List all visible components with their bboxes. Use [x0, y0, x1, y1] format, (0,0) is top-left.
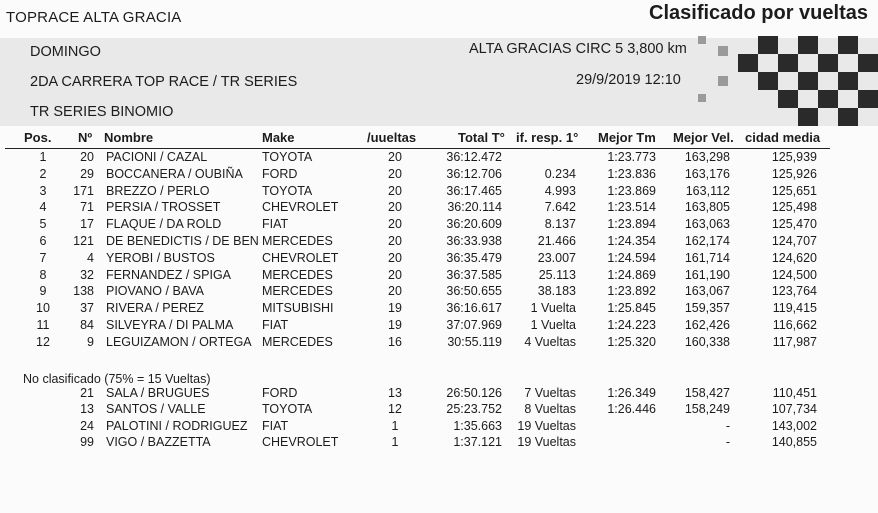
cell-pos: 5	[39, 217, 47, 232]
cell-avg: 125,470	[771, 217, 817, 232]
cell-laps: 20	[388, 234, 402, 248]
cell-num: 37	[80, 301, 94, 316]
cell-num: 84	[80, 318, 94, 332]
cell-num: 71	[80, 200, 94, 215]
cell-total: 36:50.655	[446, 284, 502, 299]
cell-total: 36:37.585	[446, 267, 502, 282]
cell-total: 25:23.752	[446, 402, 502, 417]
cell-name: BREZZO / PERLO	[106, 183, 210, 198]
table-row	[0, 318, 878, 335]
cell-total: 36:20.114	[447, 200, 502, 215]
cell-laps: 20	[388, 284, 402, 299]
cell-best: 1:23.773	[607, 150, 656, 164]
cell-diff: 38.183	[537, 284, 576, 299]
table-row	[0, 251, 878, 268]
cell-name: FLAQUE / DA ROLD	[106, 217, 222, 232]
cell-avg: 125,926	[771, 166, 817, 181]
not-classified-row	[0, 402, 878, 419]
cell-name: YEROBI / BUSTOS	[106, 250, 215, 265]
cell-make: TOYOTA	[262, 183, 313, 198]
not-classified-label: No clasificado (75% = 15 Vueltas)	[23, 372, 211, 386]
table-row	[0, 335, 878, 352]
cell-best: 1:26.446	[607, 402, 656, 417]
cell-avg: 123,764	[771, 284, 817, 299]
cell-make: MERCEDES	[262, 234, 333, 248]
cell-avg: 119,415	[772, 301, 817, 316]
cell-name: RIVERA / PEREZ	[106, 301, 204, 316]
cell-make: FIAT	[262, 418, 289, 433]
cell-name: FERNANDEZ / SPIGA	[106, 267, 232, 282]
cell-make: FORD	[262, 386, 298, 400]
cell-make: FORD	[262, 166, 298, 181]
table-row	[0, 184, 878, 201]
table-row	[0, 167, 878, 184]
cell-make: MERCEDES	[262, 267, 333, 282]
col-header-avg: cidad media	[745, 130, 821, 145]
cell-make: TOYOTA	[262, 402, 313, 417]
cell-speed: 158,249	[684, 402, 730, 417]
cell-avg: 116,662	[772, 318, 817, 332]
col-header-name: Nombre	[104, 130, 154, 145]
cell-speed: 163,112	[685, 183, 730, 198]
cell-laps: 20	[388, 267, 402, 282]
cell-name: VIGO / BAZZETTA	[106, 435, 211, 450]
table-row	[0, 217, 878, 234]
day-label: DOMINGO	[30, 44, 101, 60]
cell-total: 1:37.121	[453, 435, 502, 450]
table-row	[0, 284, 878, 301]
cell-avg: 125,939	[771, 150, 817, 164]
cell-pos: 6	[39, 234, 47, 248]
cell-make: FIAT	[262, 318, 289, 332]
cell-total: 1:35.663	[453, 418, 502, 433]
cell-total: 36:17.465	[446, 183, 502, 198]
cell-speed: 163,063	[684, 217, 730, 232]
cell-num: 21	[80, 386, 94, 400]
col-header-pos: Pos.	[24, 130, 52, 145]
cell-speed: 162,174	[684, 234, 730, 248]
cell-make: TOYOTA	[262, 150, 313, 164]
circuit-label: ALTA GRACIAS CIRC 5 3,800 km	[469, 41, 687, 57]
cell-avg: 125,498	[771, 200, 817, 215]
cell-laps: 16	[388, 334, 402, 349]
cell-diff: 23.007	[537, 250, 576, 265]
cell-avg: 124,500	[771, 267, 817, 282]
cell-name: BOCCANERA / OUBIÑA	[106, 166, 243, 181]
not-classified-row	[0, 419, 878, 436]
header-rule	[5, 148, 830, 149]
cell-best: 1:23.894	[607, 217, 656, 232]
cell-make: FIAT	[262, 217, 289, 232]
cell-num: 24	[80, 418, 94, 433]
cell-num: 29	[80, 166, 94, 181]
not-classified-row	[0, 386, 878, 403]
cell-speed: 163,067	[684, 284, 730, 299]
col-header-make: Make	[262, 130, 295, 145]
cell-laps: 20	[388, 150, 402, 164]
cell-diff: 19 Vueltas	[517, 418, 576, 433]
cell-pos: 1	[39, 150, 47, 164]
cell-laps: 20	[388, 200, 402, 215]
col-header-best: Mejor Tm	[598, 130, 656, 145]
cell-name: SILVEYRA / DI PALMA	[106, 318, 234, 332]
cell-laps: 20	[388, 166, 402, 181]
cell-name: SANTOS / VALLE	[106, 402, 206, 417]
cell-best: 1:23.869	[607, 183, 656, 198]
cell-pos: 7	[39, 250, 47, 265]
cell-speed: 160,338	[684, 334, 730, 349]
cell-speed: 161,714	[684, 250, 730, 265]
checkered-flag-graphic	[688, 36, 878, 126]
cell-make: CHEVROLET	[262, 435, 339, 450]
cell-avg: 110,451	[772, 386, 817, 400]
cell-diff: 4 Vueltas	[524, 334, 576, 349]
cell-diff: 0.234	[544, 166, 576, 181]
cell-make: MITSUBISHI	[262, 301, 334, 316]
cell-laps: 19	[388, 301, 402, 316]
cell-pos: 10	[36, 301, 50, 316]
cell-best: 1:23.836	[607, 166, 656, 181]
cell-diff: 21.466	[537, 234, 576, 248]
cell-total: 36:35.479	[446, 250, 502, 265]
datetime-label: 29/9/2019 12:10	[576, 72, 681, 88]
col-header-num: Nº	[78, 130, 93, 145]
cell-speed: 163,805	[684, 200, 730, 215]
cell-num: 13	[80, 402, 94, 417]
cell-best: 1:23.892	[607, 284, 656, 299]
cell-pos: 3	[39, 183, 47, 198]
cell-laps: 1	[391, 418, 399, 433]
cell-name: DE BENEDICTIS / DE BEN	[106, 234, 259, 248]
col-header-total: Total T°	[458, 130, 505, 145]
cell-avg: 125,651	[771, 183, 817, 198]
cell-pos: 9	[39, 284, 47, 299]
cell-total: 36:33.938	[446, 234, 502, 248]
cell-pos: 4	[39, 200, 47, 215]
cell-speed: 163,298	[684, 150, 730, 164]
cell-best: 1:23.514	[607, 200, 656, 215]
table-row	[0, 301, 878, 318]
cell-num: 171	[73, 183, 94, 198]
cell-pos: 8	[39, 267, 47, 282]
cell-best: 1:24.594	[607, 250, 656, 265]
cell-make: MERCEDES	[262, 334, 333, 349]
cell-best: 1:24.354	[607, 234, 656, 248]
cell-avg: 143,002	[771, 418, 817, 433]
cell-num: 9	[87, 334, 94, 349]
cell-diff: 8.137	[544, 217, 576, 232]
cell-laps: 20	[388, 183, 402, 198]
cell-diff: 7 Vueltas	[524, 386, 576, 400]
cell-num: 20	[80, 150, 94, 164]
cell-avg: 107,734	[771, 402, 817, 417]
table-row	[0, 200, 878, 217]
not-classified-row	[0, 435, 878, 452]
cell-laps: 12	[388, 402, 402, 417]
cell-num: 17	[80, 217, 94, 232]
cell-name: SALA / BRUGUES	[106, 386, 210, 400]
cell-avg: 140,855	[771, 435, 817, 450]
cell-speed: -	[725, 435, 730, 450]
cell-speed: 162,426	[684, 318, 730, 332]
cell-diff: 25.113	[538, 267, 576, 282]
cell-speed: 161,190	[684, 267, 730, 282]
event-title: TOPRACE ALTA GRACIA	[6, 9, 182, 26]
col-header-speed: Mejor Vel.	[673, 130, 734, 145]
cell-avg: 117,987	[772, 334, 817, 349]
cell-diff: 4.993	[544, 183, 576, 198]
race-label: 2DA CARRERA TOP RACE / TR SERIES	[30, 74, 298, 90]
page-title: Clasificado por vueltas	[649, 2, 868, 24]
cell-total: 36:16.617	[446, 301, 502, 316]
col-header-laps: /uueltas	[367, 130, 417, 145]
cell-best: 1:24.869	[607, 267, 656, 282]
cell-diff: 7.642	[544, 200, 576, 215]
cell-best: 1:25.845	[607, 301, 656, 316]
cell-num: 138	[73, 284, 94, 299]
series-label: TR SERIES BINOMIO	[30, 104, 174, 120]
cell-laps: 13	[388, 386, 402, 400]
cell-speed: 163,176	[684, 166, 730, 181]
cell-name: PALOTINI / RODRIGUEZ	[106, 418, 248, 433]
table-row	[0, 234, 878, 251]
cell-total: 36:20.609	[446, 217, 502, 232]
cell-avg: 124,620	[771, 250, 817, 265]
table-row	[0, 150, 878, 167]
cell-make: CHEVROLET	[262, 200, 339, 215]
cell-speed: 159,357	[684, 301, 730, 316]
cell-pos: 12	[36, 334, 50, 349]
cell-make: CHEVROLET	[262, 250, 339, 265]
cell-laps: 1	[391, 435, 399, 450]
cell-diff: 1 Vuelta	[530, 301, 576, 316]
cell-best: 1:24.223	[607, 318, 656, 332]
cell-total: 37:07.969	[446, 318, 502, 332]
cell-best: 1:25.320	[607, 334, 656, 349]
cell-speed: 158,427	[684, 386, 730, 400]
cell-num: 4	[87, 250, 94, 265]
table-row	[0, 268, 878, 285]
cell-best: 1:26.349	[607, 386, 656, 400]
cell-name: PERSIA / TROSSET	[106, 200, 221, 215]
cell-num: 32	[80, 267, 94, 282]
cell-num: 99	[80, 435, 94, 450]
cell-num: 121	[73, 234, 94, 248]
cell-make: MERCEDES	[262, 284, 333, 299]
cell-laps: 20	[388, 217, 402, 232]
cell-total: 36:12.472	[446, 150, 502, 164]
cell-laps: 20	[388, 250, 402, 265]
cell-diff: 8 Vueltas	[524, 402, 576, 417]
cell-name: PIOVANO / BAVA	[106, 284, 204, 299]
cell-total: 30:55.119	[447, 334, 502, 349]
cell-diff: 19 Vueltas	[517, 435, 576, 450]
cell-total: 36:12.706	[446, 166, 502, 181]
cell-pos: 11	[36, 318, 50, 332]
cell-speed: -	[725, 418, 730, 433]
cell-laps: 19	[388, 318, 402, 332]
cell-name: PACIONI / CAZAL	[106, 150, 208, 164]
col-header-diff: if. resp. 1°	[516, 130, 579, 145]
cell-name: LEGUIZAMON / ORTEGA	[106, 334, 252, 349]
cell-total: 26:50.126	[446, 386, 502, 400]
cell-avg: 124,707	[771, 234, 817, 248]
cell-pos: 2	[39, 166, 47, 181]
cell-diff: 1 Vuelta	[530, 318, 576, 332]
